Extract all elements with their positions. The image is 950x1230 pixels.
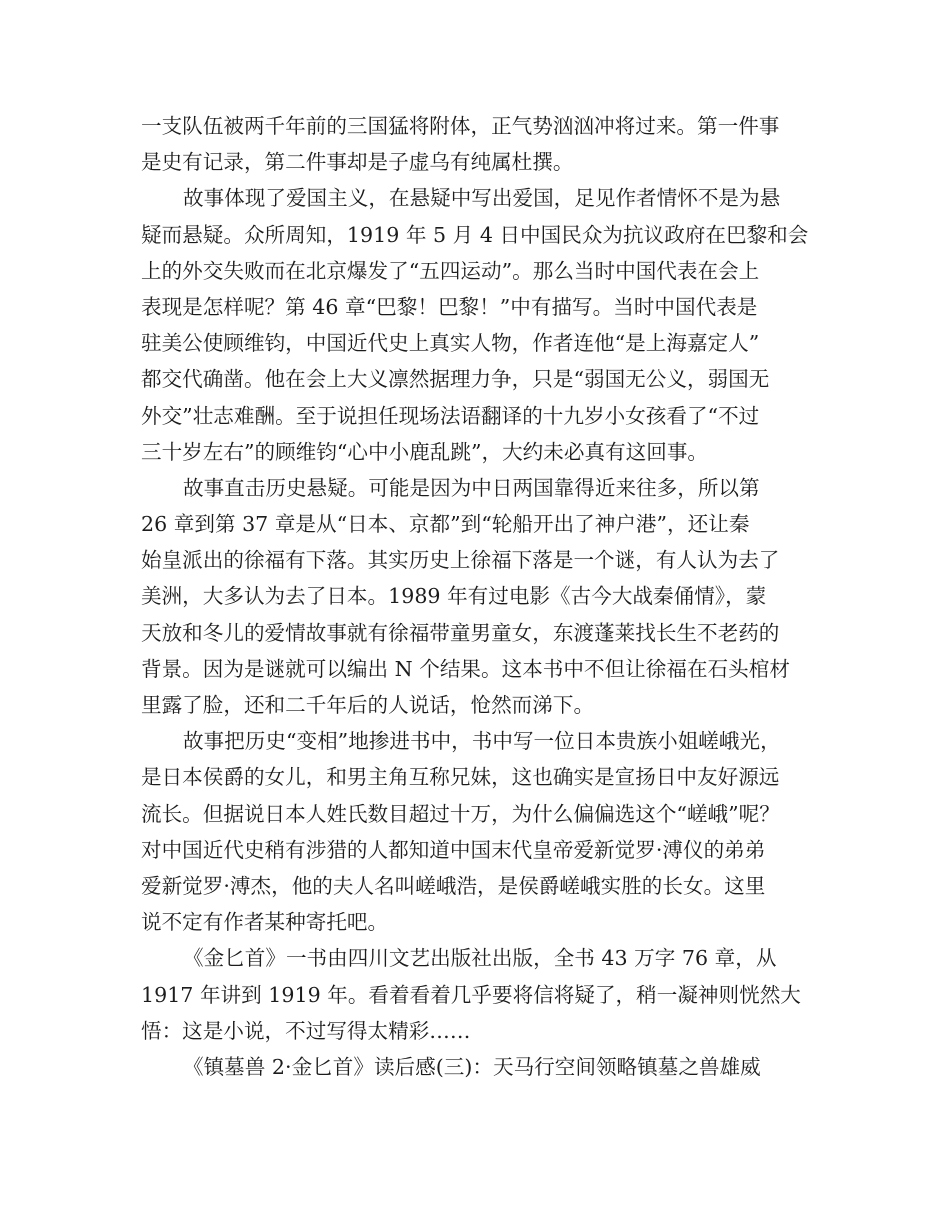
text-line: 故事直击历史悬疑。可能是因为中日两国靠得近来往多，所以第 [183, 475, 760, 500]
text-line: 故事体现了爱国主义，在悬疑中写出爱国，足见作者情怀不是为悬 [183, 186, 781, 211]
text-line: 背景。因为是谜就可以编出 N 个结果。这本书中不但让徐福在石头棺材 [141, 656, 790, 681]
text-line: 是史有记录，第二件事却是子虚乌有纯属杜撰。 [141, 150, 574, 175]
text-line: 故事把历史“变相”地掺进书中，书中写一位日本贵族小姐嵯峨光， [183, 729, 781, 754]
text-line: 都交代确凿。他在会上大义凛然据理力争，只是“弱国无公义，弱国无 [141, 367, 770, 392]
text-line: 一支队伍被两千年前的三国猛将附体，正气势汹汹冲将过来。第一件事 [141, 114, 780, 138]
text-line: 始皇派出的徐福有下落。其实历史上徐福下落是一个谜，有人认为去了 [141, 548, 780, 573]
text-line: 表现是怎样呢？第 46 章“巴黎！巴黎！”中有描写。当时中国代表是 [141, 294, 758, 319]
text-line: 说不定有作者某种寄托吧。 [141, 910, 389, 935]
text-line: 外交”壮志难酬。至于说担任现场法语翻译的十九岁小女孩看了“不过 [141, 403, 760, 428]
text-line: 《镇墓兽 2·金匕首》读后感(三)：天马行空间领略镇墓之兽雄威 [183, 1054, 761, 1079]
text-line: 《金匕首》一书由四川文艺出版社出版，全书 43 万字 76 章，从 [183, 946, 777, 971]
text-line: 天放和冬儿的爱情故事就有徐福带童男童女，东渡蓬莱找长生不老药的 [141, 620, 780, 645]
text-line: 悟：这是小说，不过写得太精彩…… [141, 1018, 471, 1043]
document-body [141, 108, 821, 1085]
text-line: 爱新觉罗·溥杰，他的夫人名叫嵯峨浩，是侯爵嵯峨实胜的长女。这里 [141, 873, 766, 898]
text-line: 三十岁左右”的顾维钧“心中小鹿乱跳”，大约未必真有这回事。 [141, 439, 709, 464]
text-line: 是日本侯爵的女儿，和男主角互称兄妹，这也确实是宣扬日中友好源远 [141, 765, 780, 790]
text-line: 流长。但据说日本人姓氏数目超过十万，为什么偏偏选这个“嵯峨”呢？ [141, 801, 780, 826]
text-line: 26 章到第 37 章是从“日本、京都”到“轮船开出了神户港”，还让秦 [141, 512, 750, 537]
text-line: 上的外交失败而在北京爆发了“五四运动”。那么当时中国代表在会上 [141, 258, 760, 283]
text-line: 驻美公使顾维钧，中国近代史上真实人物，作者连他“是上海嘉定人” [141, 331, 760, 356]
text-line: 美洲，大多认为去了日本。1989 年有过电影《古今大战秦俑情》，蒙 [141, 584, 767, 609]
text-line: 疑而悬疑。众所周知，1919 年 5 月 4 日中国民众为抗议政府在巴黎和会 [141, 222, 809, 247]
text-line: 对中国近代史稍有涉猎的人都知道中国末代皇帝爱新觉罗·溥仪的弟弟 [141, 837, 766, 862]
text-line: 1917 年讲到 1919 年。看着看着几乎要将信将疑了，稍一凝神则恍然大 [141, 982, 801, 1007]
text-line: 里露了脸，还和二千年后的人说话，怆然而涕下。 [141, 693, 595, 717]
